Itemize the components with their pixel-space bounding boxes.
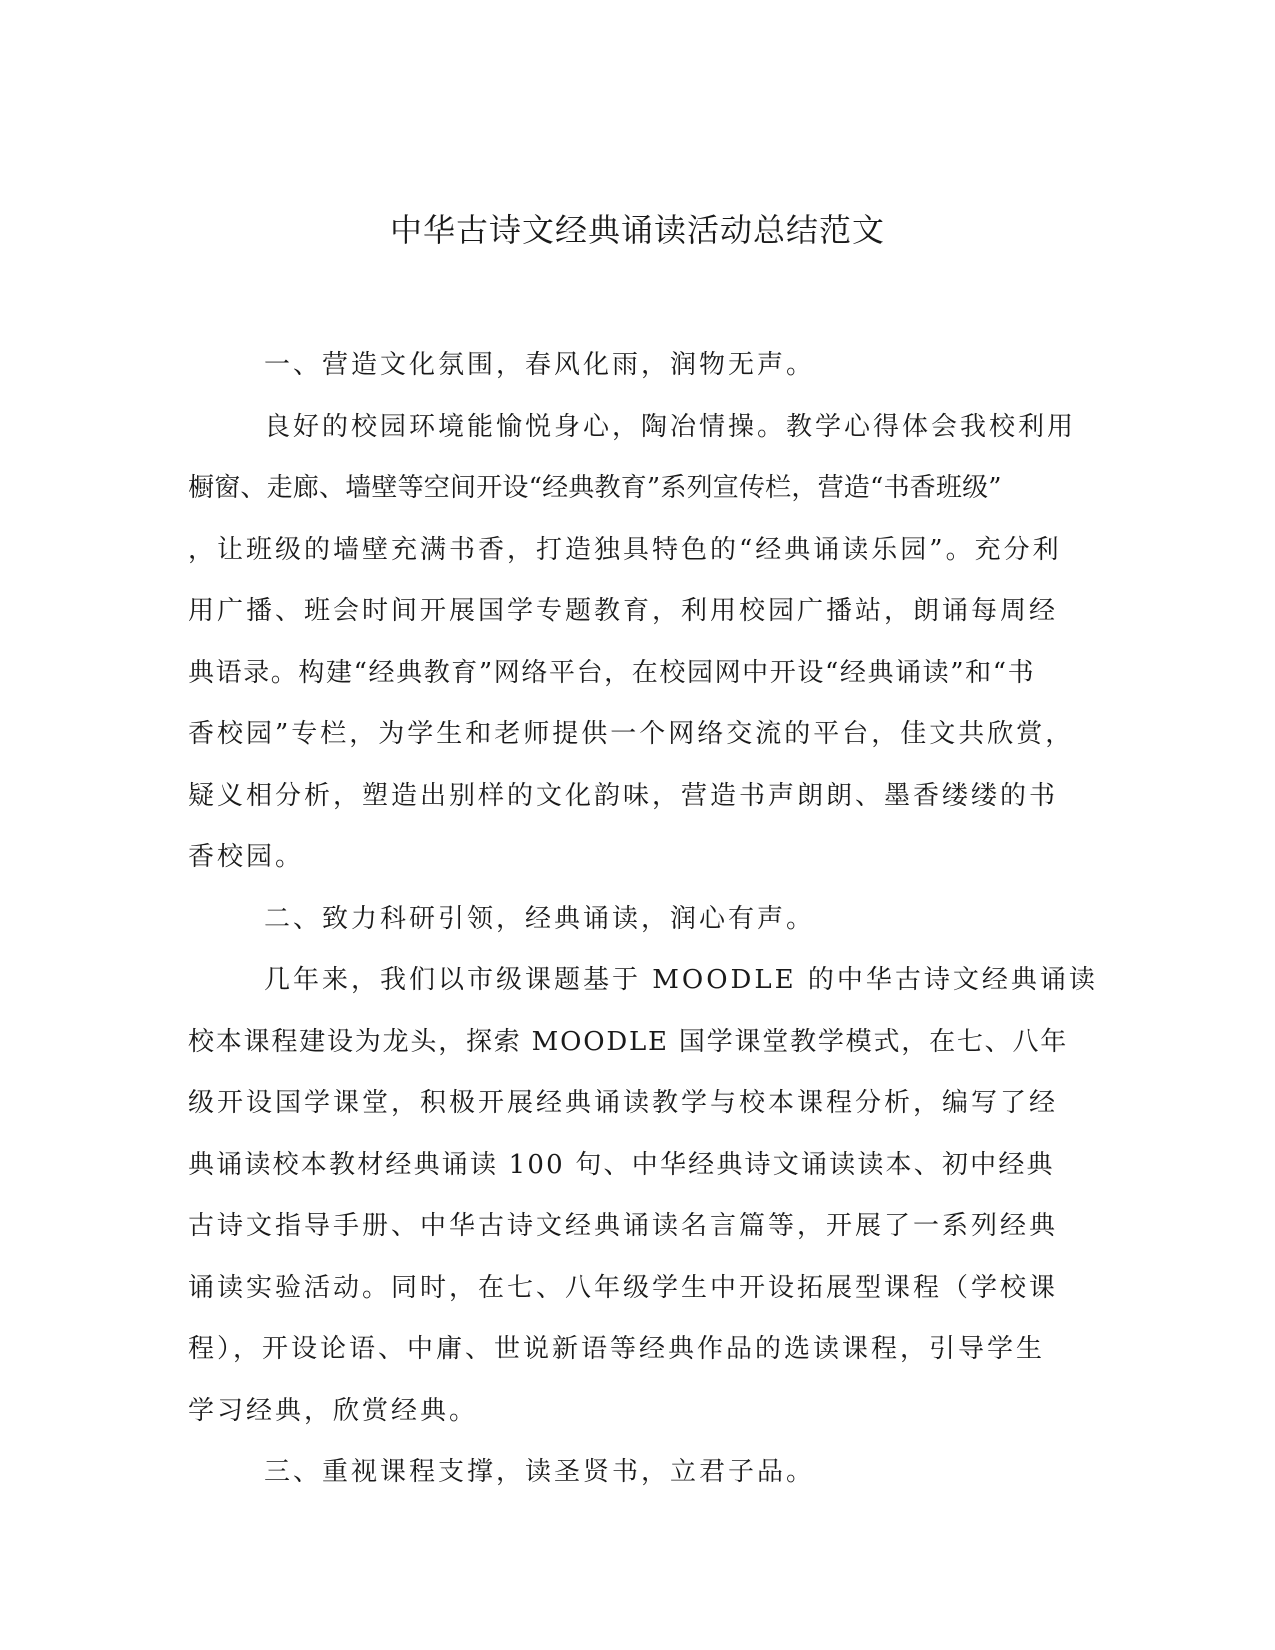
document-title: 中华古诗文经典诵读活动总结范文 xyxy=(389,211,885,249)
paragraph-line: 校本课程建设为龙头，探索 MOODLE 国学课堂教学模式，在七、八年 xyxy=(188,1026,1069,1057)
paragraph-line: 典语录。构建“经典教育”网络平台，在校园网中开设“经典诵读”和“书 xyxy=(188,657,1036,688)
paragraph-line: ，让班级的墙壁充满书香，打造独具特色的“经典诵读乐园”。充分利 xyxy=(188,534,1062,565)
paragraph-line: 疑义相分析，塑造出别样的文化韵味，营造书声朗朗、墨香缕缕的书 xyxy=(188,780,1059,811)
document-body xyxy=(188,335,1098,1504)
paragraph-line: 几年来，我们以市级课题基于 MOODLE 的中华古诗文经典诵读 xyxy=(264,965,1098,995)
section-heading-3 xyxy=(188,1442,1073,1504)
paragraph-line: 一、营造文化氛围，春风化雨，润物无声。 xyxy=(264,350,816,380)
paragraph-1 xyxy=(188,397,1077,889)
paragraph-line: 典诵读校本教材经典诵读 100 句、中华经典诗文诵读读本、初中经典 xyxy=(188,1149,1055,1180)
paragraph-line: 程），开设论语、中庸、世说新语等经典作品的选读课程，引导学生 xyxy=(188,1334,1046,1364)
section-heading-1 xyxy=(188,335,1073,397)
paragraph-line: 橱窗、走廊、墙壁等空间开设“经典教育”系列宣传栏，营造“书香班级” xyxy=(188,473,1002,503)
paragraph-line: 二、致力科研引领，经典诵读，润心有声。 xyxy=(264,903,816,934)
paragraph-line: 古诗文指导手册、中华古诗文经典诵读名言篇等，开展了一系列经典 xyxy=(188,1211,1059,1241)
paragraph-2 xyxy=(188,950,1098,1442)
paragraph-line: 诵读实验活动。同时，在七、八年级学生中开设拓展型课程（学校课 xyxy=(188,1272,1059,1303)
paragraph-line: 香校园。 xyxy=(188,842,305,872)
paragraph-line: 香校园”专栏，为学生和老师提供一个网络交流的平台，佳文共欣赏， xyxy=(188,719,1075,749)
paragraph-line: 用广播、班会时间开展国学专题教育，利用校园广播站，朗诵每周经 xyxy=(188,596,1059,626)
section-heading-2 xyxy=(188,889,1073,951)
paragraph-line: 学习经典，欣赏经典。 xyxy=(188,1395,479,1426)
paragraph-line: 三、重视课程支撑，读圣贤书，立君子品。 xyxy=(264,1457,816,1487)
paragraph-line: 级开设国学课堂，积极开展经典诵读教学与校本课程分析，编写了经 xyxy=(188,1088,1059,1118)
paragraph-line: 良好的校园环境能愉悦身心，陶冶情操。教学心得体会我校利用 xyxy=(264,411,1077,442)
